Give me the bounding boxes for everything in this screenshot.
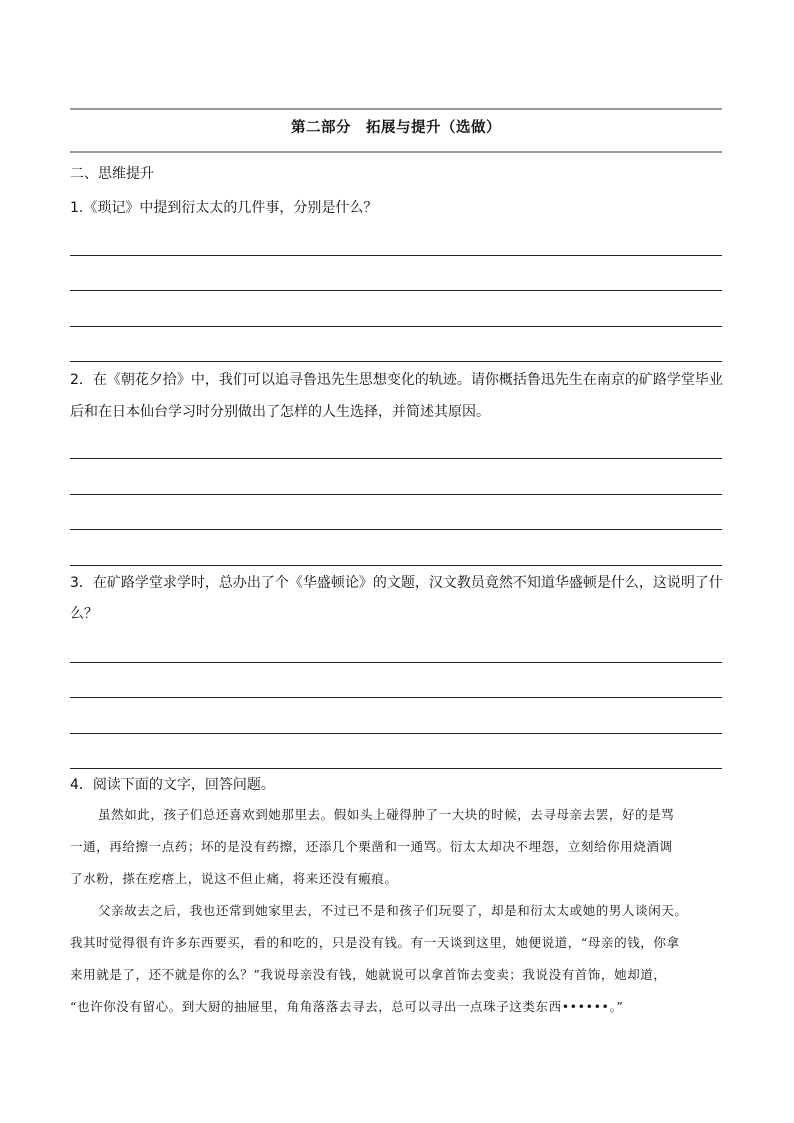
answer-line-q2-3[interactable]: [70, 529, 722, 530]
passage-line-7: “也许你没有留心。到大厨的抽屉里，角角落落去寻去，总可以寻出一点珠子这类东西••••••。”: [70, 999, 624, 1014]
passage-line-1: 虽然如此，孩子们总还喜欢到她那里去。假如头上碰得肿了一大块的时候，去寻母亲去罢，好的是骂: [98, 807, 675, 822]
question-2-line-1: 2．在《朝花夕拾》中，我们可以追寻鲁迅先生思想变化的轨迹。请你概括鲁迅先生在南京的矿路学堂毕业: [70, 372, 723, 388]
subsection-heading: 二、思维提升: [70, 166, 154, 182]
answer-line-q1-2[interactable]: [70, 290, 722, 291]
answer-line-q2-1[interactable]: [70, 458, 722, 459]
answer-line-q1-1[interactable]: [70, 255, 722, 256]
passage-line-3: 了水粉，搽在疙瘩上，说这不但止痛，将来还没有瘢痕。: [70, 871, 398, 886]
question-1: 1.《琐记》中提到衍太太的几件事，分别是什么？: [70, 200, 378, 216]
question-3-line-1: 3．在矿路学堂求学时，总办出了个《华盛顿论》的文题，汉文教员竟然不知道华盛顿是什么，这说明了什: [70, 575, 723, 591]
section-top-rule: [70, 108, 722, 110]
passage-line-2: 一通，再给擦一点药；坏的是没有药擦，还添几个栗凿和一通骂。衍太太却决不埋怨，立刻给你用烧酒调: [70, 839, 673, 854]
passage-line-5: 我其时觉得很有许多东西要买，看的和吃的，只是没有钱。有一天谈到这里，她便说道，“母亲的钱，你拿: [70, 935, 680, 950]
question-3-line-2: 么？: [70, 606, 98, 622]
answer-line-q1-4[interactable]: [70, 361, 722, 362]
question-2-line-2: 后和在日本仙台学习时分别做出了怎样的人生选择，并简述其原因。: [70, 404, 490, 420]
answer-line-q1-3[interactable]: [70, 326, 722, 327]
section-bottom-rule: [70, 151, 722, 153]
section-title: 第二部分 拓展与提升（选做）: [291, 120, 501, 136]
answer-line-q2-2[interactable]: [70, 494, 722, 495]
passage-line-4: 父亲故去之后，我也还常到她家里去，不过已不是和孩子们玩耍了，却是和衍太太或她的男人谈闲天。: [98, 903, 688, 918]
answer-line-q2-4[interactable]: [70, 565, 722, 566]
question-4: 4．阅读下面的文字，回答问题。: [70, 777, 275, 793]
answer-line-q3-2[interactable]: [70, 697, 722, 698]
answer-line-q3-3[interactable]: [70, 733, 722, 734]
passage-line-6: 来用就是了，还不就是你的么？”我说母亲没有钱，她就说可以拿首饰去变卖；我说没有首饰，她却道，: [70, 967, 667, 982]
answer-line-q3-4[interactable]: [70, 768, 722, 769]
answer-line-q3-1[interactable]: [70, 662, 722, 663]
